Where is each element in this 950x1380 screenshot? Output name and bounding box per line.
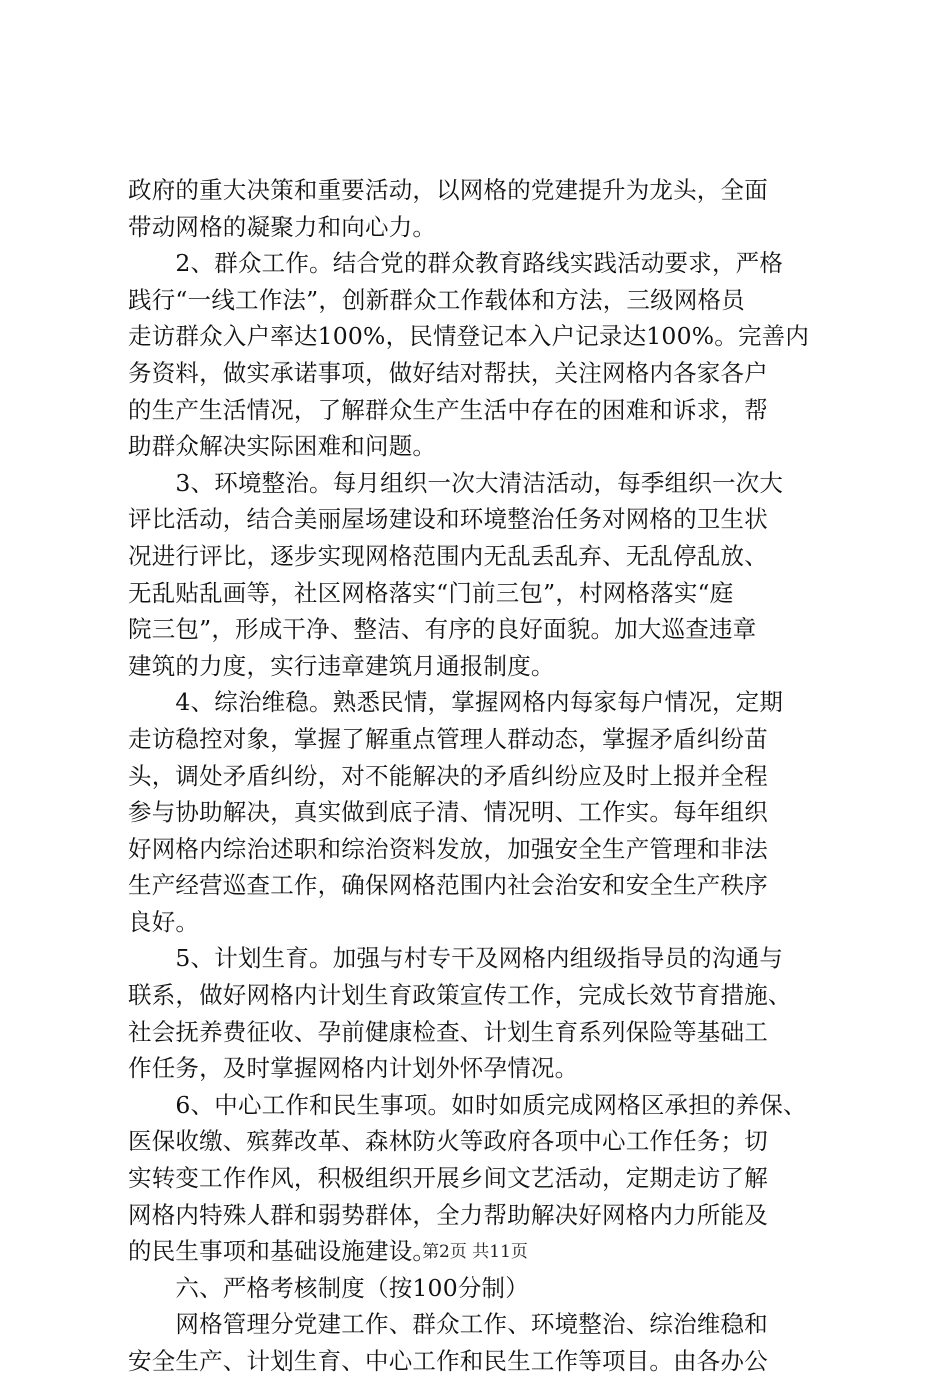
- text-line: 况进行评比，逐步实现网格范围内无乱丢乱弃、无乱停乱放、: [128, 541, 768, 570]
- text-line: 带动网格的凝聚力和向心力。: [128, 212, 437, 241]
- text-line: 网格管理分党建工作、群众工作、环境整治、综治维稳和: [128, 1310, 768, 1339]
- text-line: 6、中心工作和民生事项。如时如质完成网格区承担的养保、: [128, 1090, 807, 1119]
- text-line: 良好。: [128, 907, 200, 936]
- text-line: 3、环境整治。每月组织一次大清洁活动，每季组织一次大: [128, 468, 784, 497]
- text-line: 走访群众入户率达100%，民情登记本入户记录达100%。完善内: [128, 322, 810, 351]
- text-line: 践行“一线工作法”，创新群众工作载体和方法，三级网格员: [128, 285, 745, 314]
- text-line: 无乱贴乱画等，社区网格落实“门前三包”，村网格落实“庭: [128, 578, 734, 607]
- text-line: 走访稳控对象，掌握了解重点管理人群动态，掌握矛盾纠纷苗: [128, 724, 768, 753]
- text-line: 网格内特殊人群和弱势群体，全力帮助解决好网格内力所能及: [128, 1200, 768, 1229]
- text-line: 务资料，做实承诺事项，做好结对帮扶，关注网格内各家各户: [128, 358, 768, 387]
- text-line: 头，调处矛盾纠纷，对不能解决的矛盾纠纷应及时上报并全程: [128, 761, 768, 790]
- text-line: 的生产生活情况，了解群众生产生活中存在的困难和诉求，帮: [128, 395, 768, 424]
- document-body: [128, 172, 832, 1380]
- text-line: 联系，做好网格内计划生育政策宣传工作，完成长效节育措施、: [128, 981, 792, 1010]
- text-line: 好网格内综治述职和综治资料发放，加强安全生产管理和非法: [128, 834, 768, 863]
- text-line: 政府的重大决策和重要活动，以网格的党建提升为龙头，全面: [128, 176, 768, 204]
- text-line: 5、计划生育。加强与村专干及网格内组级指导员的沟通与: [128, 944, 784, 973]
- text-line: 4、综治维稳。熟悉民情，掌握网格内每家每户情况，定期: [128, 688, 784, 717]
- text-line: 助群众解决实际困难和问题。: [128, 432, 437, 461]
- text-line: 社会抚养费征收、孕前健康检查、计划生育系列保险等基础工: [128, 1017, 768, 1046]
- text-line: 医保收缴、殡葬改革、森林防火等政府各项中心工作任务；切: [128, 1127, 768, 1156]
- text-line: 安全生产、计划生育、中心工作和民生工作等项目。由各办公: [128, 1347, 768, 1375]
- text-line: 生产经营巡查工作，确保网格范围内社会治安和安全生产秩序: [128, 871, 768, 900]
- text-line: 的民生事项和基础设施建设。: [128, 1237, 437, 1266]
- text-line: 作任务，及时掌握网格内计划外怀孕情况。: [128, 1054, 579, 1083]
- page-number-footer: 第2页 共11页: [422, 1242, 528, 1262]
- text-line: 建筑的力度，实行违章建筑月通报制度。: [128, 651, 555, 680]
- text-line: 实转变工作作风，积极组织开展乡间文艺活动，定期走访了解: [128, 1164, 768, 1193]
- text-line: 院三包”，形成干净、整洁、有序的良好面貌。加大巡查违章: [128, 615, 757, 644]
- text-line: 参与协助解决，真实做到底子清、情况明、工作实。每年组织: [128, 798, 768, 827]
- section-heading: 六、严格考核制度（按100分制）: [128, 1273, 529, 1302]
- text-line: 2、群众工作。结合党的群众教育路线实践活动要求，严格: [128, 249, 784, 278]
- text-line: 评比活动，结合美丽屋场建设和环境整治任务对网格的卫生状: [128, 505, 768, 534]
